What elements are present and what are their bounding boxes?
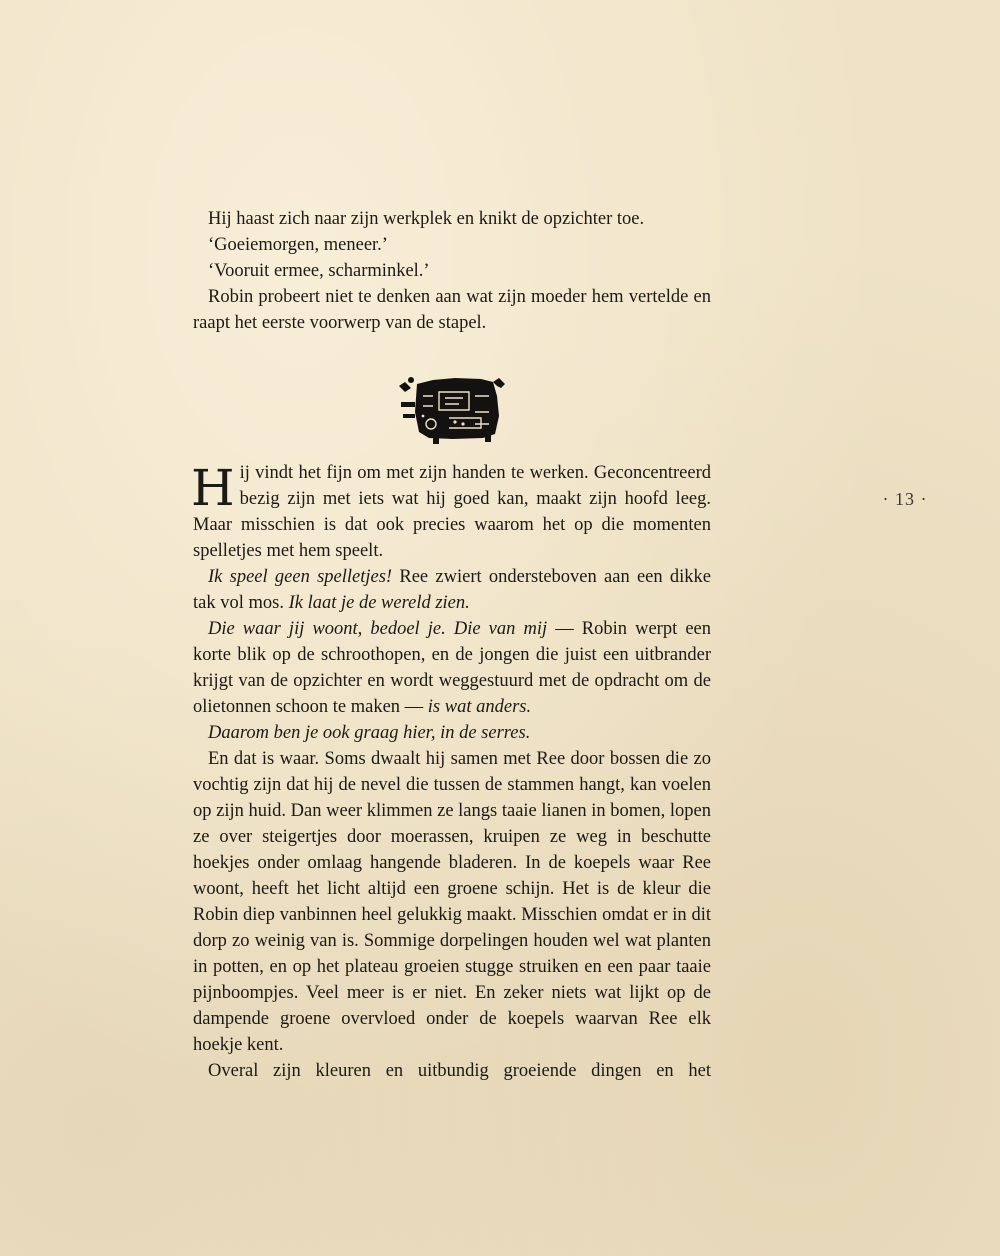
italic-thought: Ik laat je de wereld zien. xyxy=(288,593,470,613)
italic-thought: Die waar jij woont, bedoel je. Die van mij xyxy=(208,619,548,639)
paragraph xyxy=(193,616,711,720)
woodcut-machine-icon xyxy=(393,366,511,446)
paragraph xyxy=(193,460,711,564)
paragraph: Overal zijn kleuren en uitbundig groeiende dingen en het xyxy=(208,1061,711,1081)
paragraph xyxy=(193,564,711,616)
paragraph: Daarom ben je ook graag hier, in de serres. xyxy=(208,723,531,743)
paragraph: Robin probeert niet te denken aan wat zijn moeder hem vertelde en raapt het eerste voorwerp van de stapel. xyxy=(193,287,711,333)
paragraph-text: Ree zwiert ondersteboven aan een dikke tak vol mos. xyxy=(193,567,711,613)
paragraph: Hij haast zich naar zijn werkplek en knikt de opzichter toe. xyxy=(208,209,645,229)
paragraph: ‘Goeiemorgen, meneer.’ xyxy=(208,235,388,255)
paragraph-text: — Robin werpt een korte blik op de schroothopen, en de jongen die juist een uitbrander krijgt van de opzichter en wordt weggestuurd met de opdracht om de olietonnen schoon te maken — xyxy=(193,619,711,717)
paragraph: ‘Vooruit ermee, scharminkel.’ xyxy=(208,261,430,281)
drop-cap: H xyxy=(191,459,235,517)
paragraph: En dat is waar. Soms dwaalt hij samen met Ree door bossen die zo vochtig zijn dat hij de nevel die tussen de stammen hangt, kan voelen op zijn huid. Dan weer klimmen ze langs taaie lianen in bomen, lopen ze over steigertjes door moerassen, kruipen ze weg in beschutte hoekjes onder omlaag hangende bladeren. In de koepels waar Ree woont, heeft het licht altijd een groene schijn. Het is de kleur die Robin diep vanbinnen heel gelukkig maakt. Misschien omdat er in dit dorp zo weinig van is. Sommige dorpelingen houden wel wat planten in potten, en op het plateau groeien stugge struiken en een paar taaie pijnboompjes. Veel meer is er niet. En zeker niets wat lijkt op de dampende groene overvloed onder de koepels waarvan Ree elk hoekje kent. xyxy=(193,749,711,1055)
page-number: · 13 · xyxy=(882,489,928,509)
italic-thought: is wat anders. xyxy=(427,697,532,717)
paragraph-text: ij vindt het fijn om met zijn handen te werken. Geconcentreerd bezig zijn met iets wat hij goed kan, maakt zijn hoofd leeg. Maar misschien is dat ook precies waarom het op die momenten spelletjes met hem speelt. xyxy=(193,463,711,561)
italic-thought: Ik speel geen spelletjes! xyxy=(208,567,393,587)
text-block-top xyxy=(193,206,711,336)
text-block-main xyxy=(193,460,711,1084)
